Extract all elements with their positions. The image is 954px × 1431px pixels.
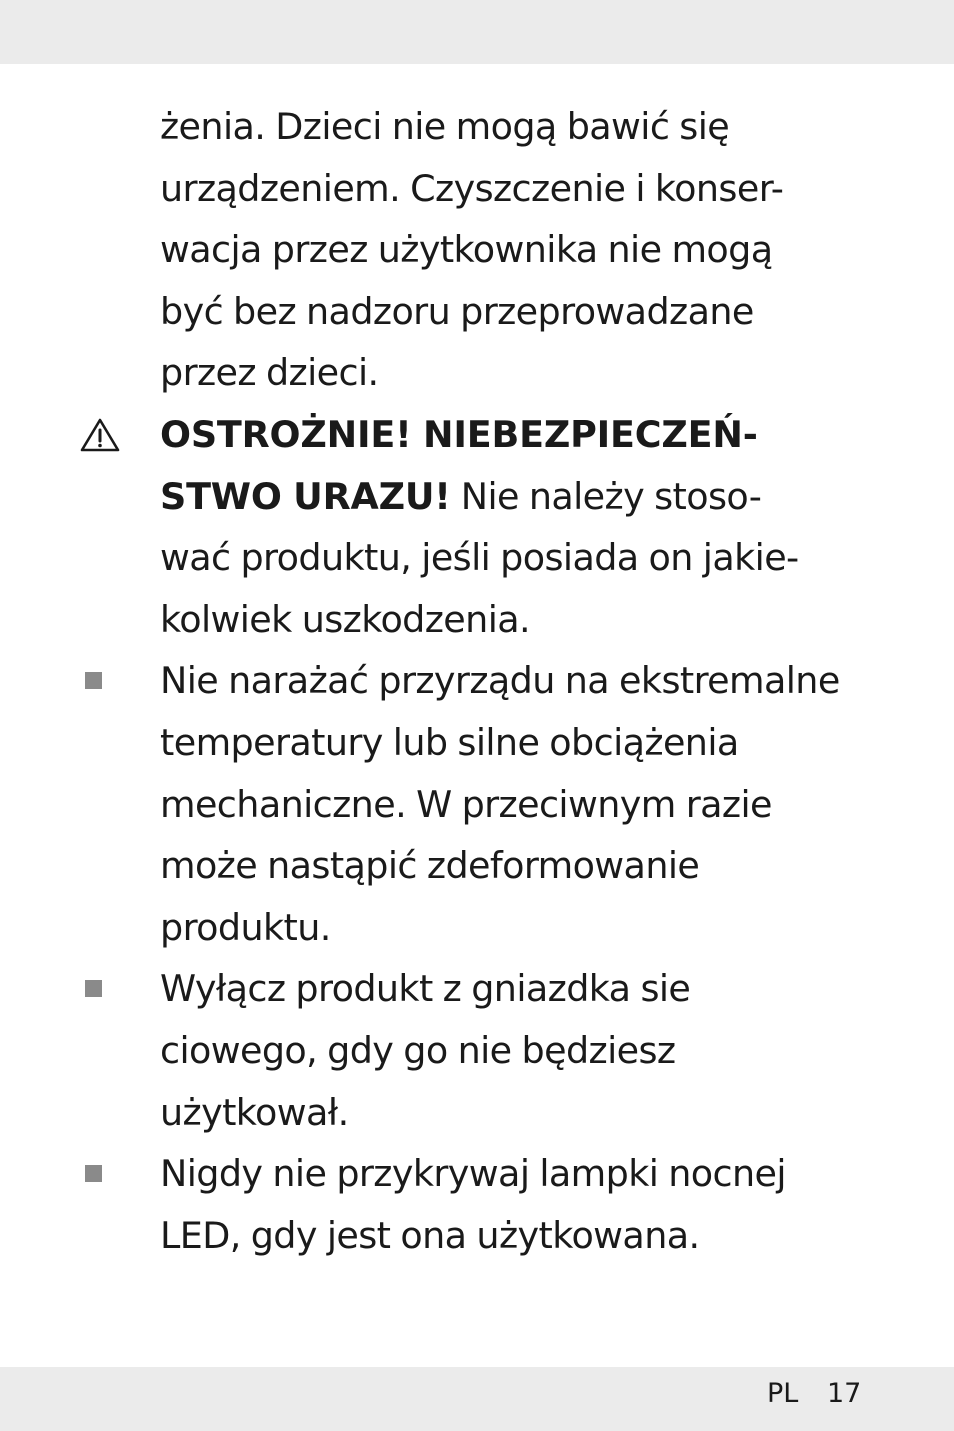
text-line: może nastąpić zdeformowanie	[160, 844, 700, 888]
bullet-square-icon	[85, 980, 102, 997]
text-line: żenia. Dzieci nie mogą bawić się	[160, 105, 730, 148]
caution-heading: OSTROŻNIE! NIEBEZPIECZEŃ-	[160, 412, 758, 456]
text-line: wacja przez użytkownika nie mogą	[160, 228, 773, 272]
text-line: Nie narażać przyrządu na ekstremalne	[160, 659, 840, 703]
bullet-square-icon	[85, 672, 102, 689]
text-line: Wyłącz produkt z gniazdka sie	[160, 967, 691, 1011]
text-line: LED, gdy jest ona użytkowana.	[160, 1213, 700, 1257]
bullet-item	[0, 650, 894, 958]
text-line: wać produktu, jeśli posiada on jakie-	[160, 536, 799, 580]
warning-triangle-icon	[80, 418, 120, 452]
text-line	[160, 466, 894, 528]
text-line: Nigdy nie przykrywaj lampki nocnej	[160, 1152, 786, 1196]
text-line: mechaniczne. W przeciwnym razie	[160, 782, 772, 826]
bullet-square-icon	[85, 1165, 102, 1182]
text-line: urządzeniem. Czyszczenie i konser-	[160, 166, 784, 210]
bullet-item	[0, 958, 894, 1143]
footer-language: PL	[767, 1378, 799, 1409]
text-line: przez dzieci.	[160, 351, 379, 395]
caution-text: Nie należy stoso-	[450, 474, 762, 518]
text-line: temperatury lub silne obciążenia	[160, 720, 739, 764]
bullet-item	[0, 1143, 894, 1266]
text-line: ciowego, gdy go nie będziesz	[160, 1028, 676, 1072]
caution-paragraph	[0, 404, 894, 650]
text-line: produktu.	[160, 905, 331, 949]
page-number: 17	[827, 1378, 862, 1409]
caution-heading-end: STWO URAZU!	[160, 474, 451, 518]
intro-paragraph	[0, 96, 894, 404]
bottom-band	[0, 1367, 954, 1431]
text-line: kolwiek uszkodzenia.	[160, 597, 531, 641]
text-line: być bez nadzoru przeprowadzane	[160, 289, 754, 333]
text-line: użytkował.	[160, 1090, 349, 1134]
top-band	[0, 0, 954, 64]
page-content	[0, 96, 954, 1266]
